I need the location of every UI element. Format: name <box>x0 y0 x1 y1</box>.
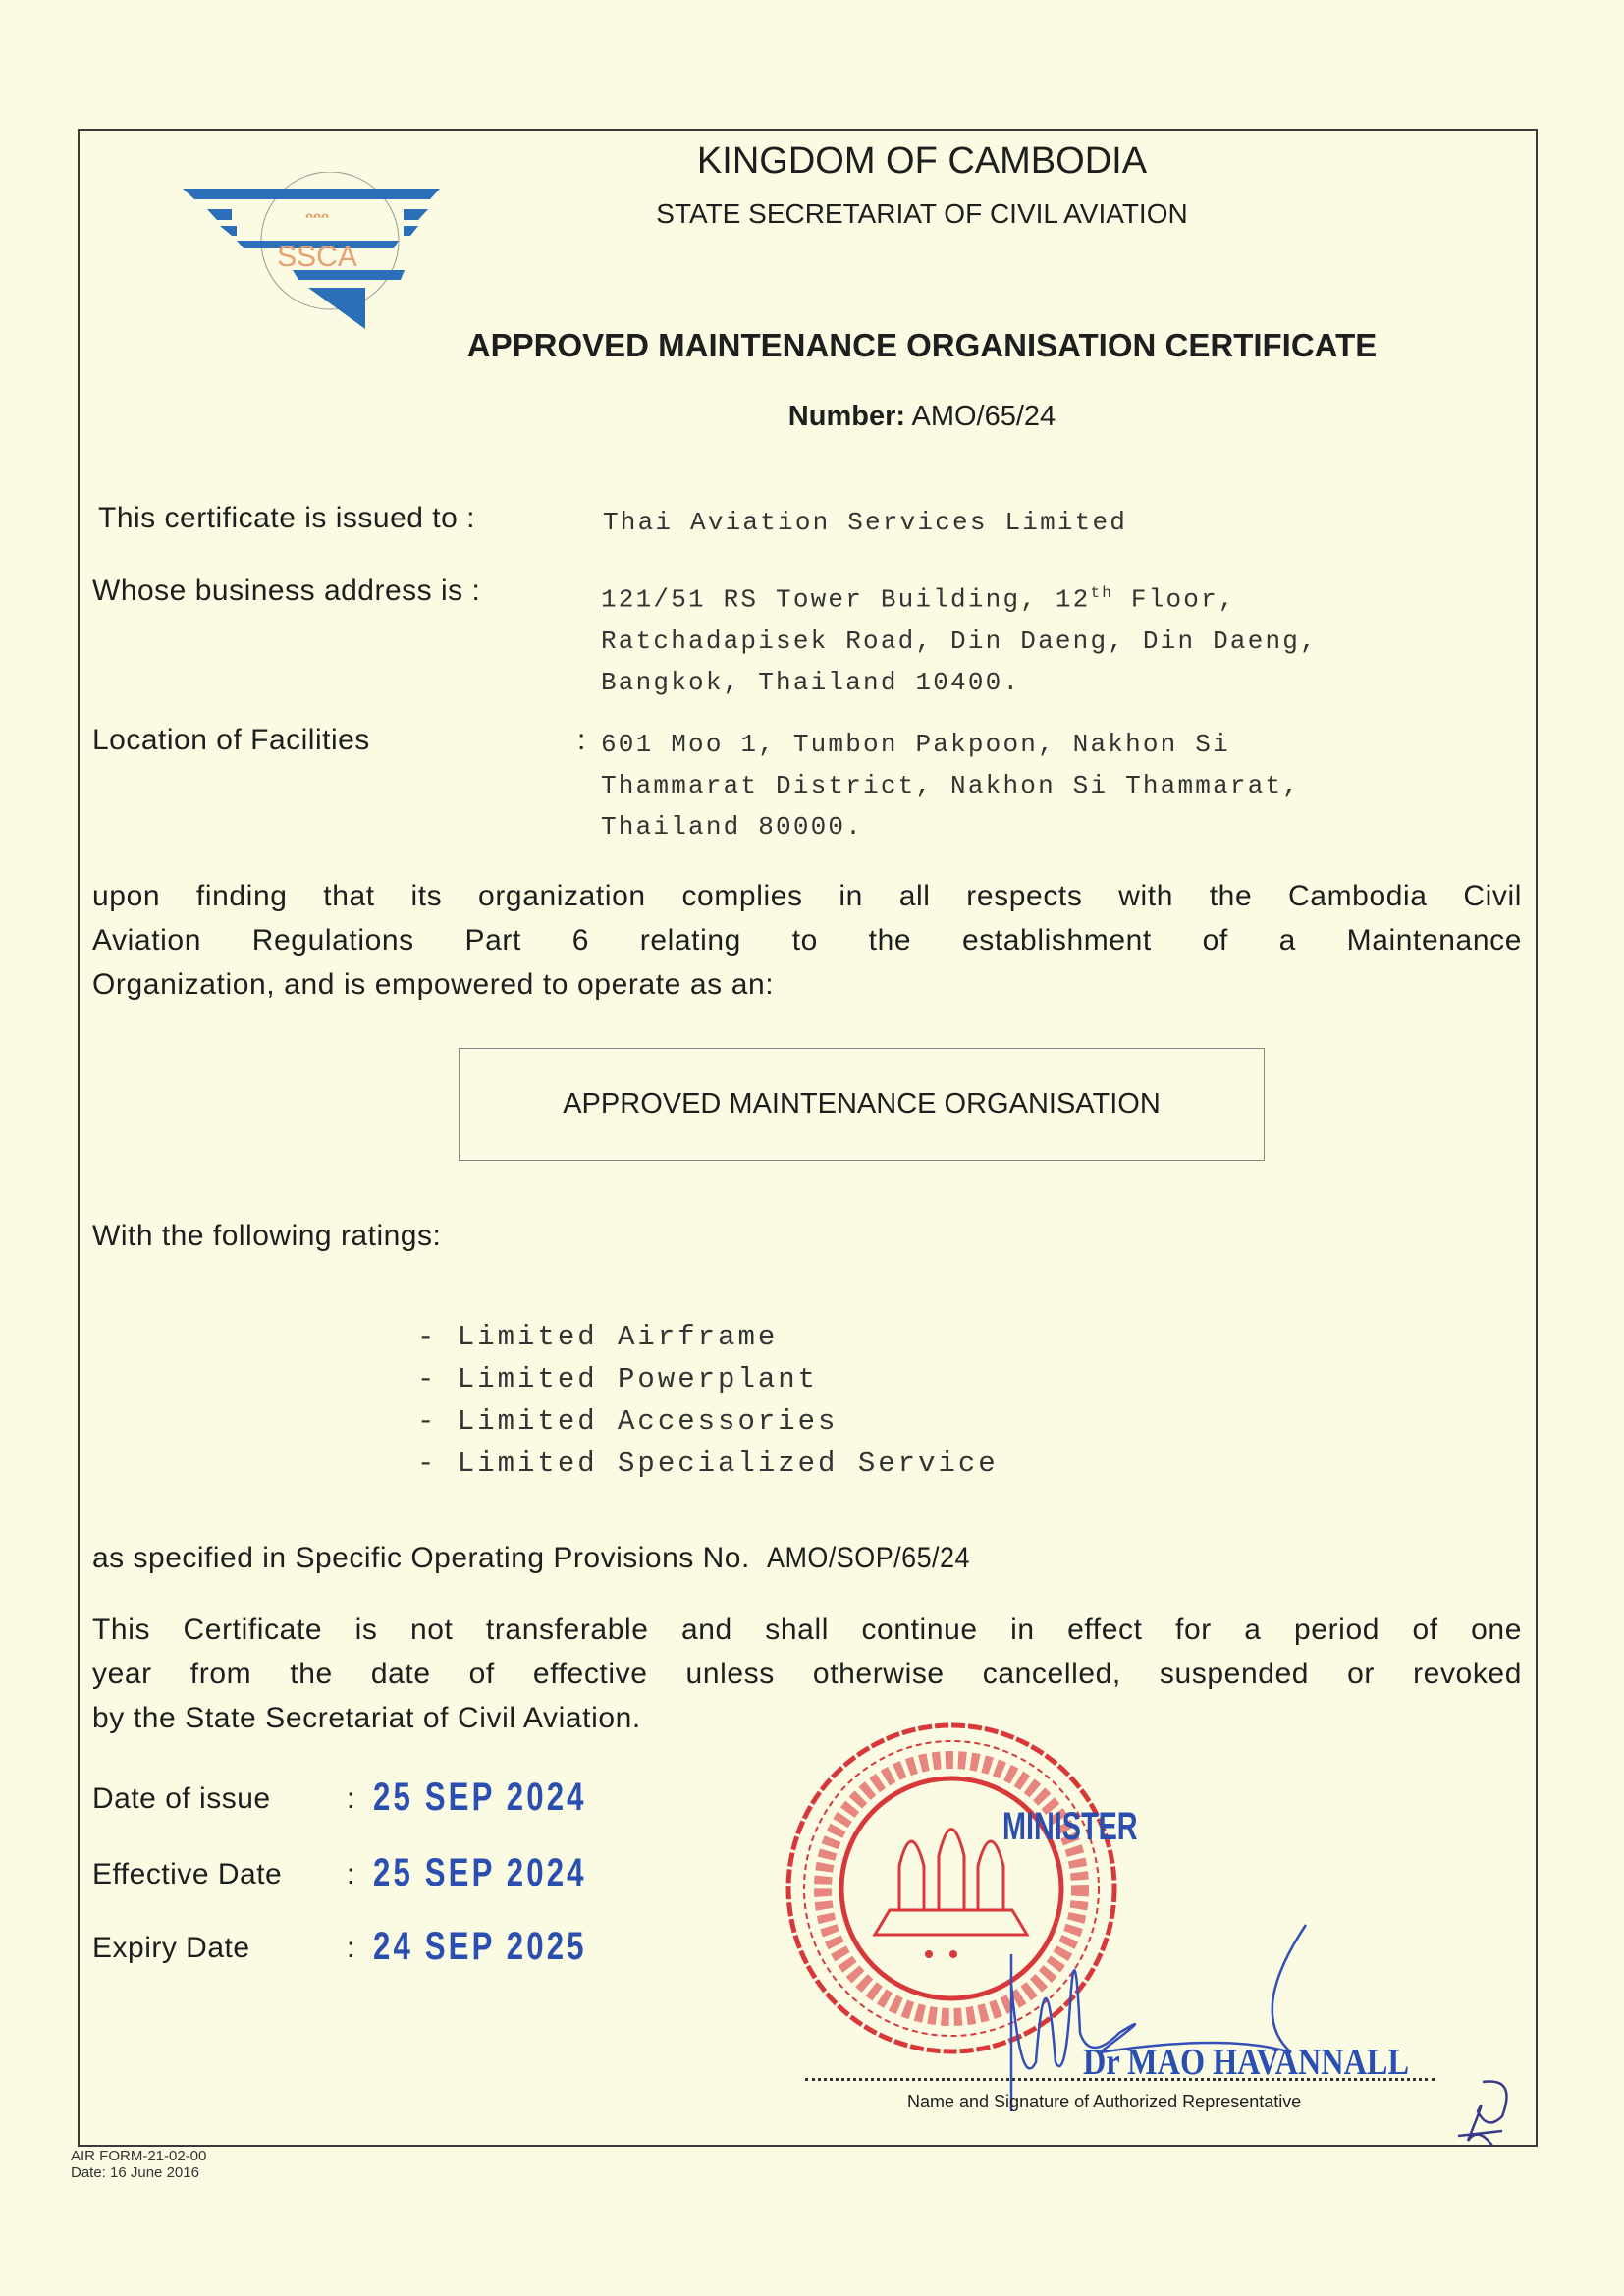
country-heading: KINGDOM OF CAMBODIA <box>696 140 1148 182</box>
organisation-type-box: APPROVED MAINTENANCE ORGANISATION <box>459 1048 1265 1161</box>
number-label: Number: <box>787 401 906 432</box>
initials-scribble <box>1448 2072 1517 2151</box>
expiry-date-value: 24 SEP 2025 <box>373 1925 587 1968</box>
certificate-title: APPROVED MAINTENANCE ORGANISATION CERTIFICATE <box>466 327 1378 363</box>
rating-item: - Limited Accessories <box>417 1405 839 1438</box>
validity-paragraph: This Certificate is not transferable and shall continue in effect for a period of one year from the date of effective unless otherwise cancelled, suspended or revoked by the State Secretariat of Civil Aviation. <box>92 1613 1522 1734</box>
minister-stamp: MINISTER <box>1002 1805 1138 1848</box>
form-footer <box>71 2148 206 2181</box>
rating-item: - Limited Powerplant <box>417 1363 819 1395</box>
form-date: Date: 16 June 2016 <box>71 2164 199 2181</box>
form-number: AIR FORM-21-02-00 <box>71 2148 207 2164</box>
address-value: 121/51 RS Tower Building, 12th Floor, Ratchadapisek Road, Din Daeng, Din Daeng, Bangkok, Thailand 10400. <box>601 584 1318 697</box>
logo-text: SSCA <box>277 241 357 273</box>
rating-item: - Limited Airframe <box>417 1321 779 1353</box>
signature-line <box>805 2078 1435 2081</box>
number-value: AMO/65/24 <box>911 401 1056 432</box>
effective-date-value: 25 SEP 2024 <box>373 1851 587 1894</box>
certificate-number <box>0 401 1624 433</box>
issued-to-label: This certificate is issued to : <box>98 502 475 534</box>
signature-caption: Name and Signature of Authorized Representative <box>907 2092 1302 2111</box>
authority-heading: STATE SECRETARIAT OF CIVIL AVIATION <box>656 198 1188 229</box>
date-of-issue-label: Date of issue <box>92 1782 271 1815</box>
compliance-paragraph: upon finding that its organization complies in all respects with the Cambodia Civil Aviation Regulations Part 6 relating to the establishment of a Maintenance Organization, and is empowered to operate as an: <box>92 880 1522 1001</box>
expiry-date-label: Expiry Date <box>92 1932 250 1964</box>
ssca-logo <box>183 172 443 334</box>
ratings-label: With the following ratings: <box>92 1220 442 1252</box>
date-of-issue-value: 25 SEP 2024 <box>373 1776 587 1819</box>
location-colon: : <box>577 724 586 756</box>
effective-date-label: Effective Date <box>92 1858 283 1890</box>
colon: : <box>347 1858 355 1890</box>
sop-reference: as specified in Specific Operating Provisions No. AMO/SOP/65/24 <box>92 1542 971 1574</box>
colon: : <box>347 1932 355 1964</box>
issued-to-value: Thai Aviation Services Limited <box>603 508 1128 537</box>
location-value: 601 Moo 1, Tumbon Pakpoon, Nakhon Si Thammarat District, Nakhon Si Thammarat, Thailand 80000. <box>601 730 1301 842</box>
colon: : <box>347 1782 355 1815</box>
rating-item: - Limited Specialized Service <box>417 1448 999 1480</box>
logo-khmer-text: ᵔᵔᵔ <box>304 205 330 236</box>
signatory-name: Dr MAO HAVANNALL <box>1083 2042 1410 2083</box>
address-label: Whose business address is : <box>92 574 481 607</box>
location-label: Location of Facilities <box>92 724 370 756</box>
